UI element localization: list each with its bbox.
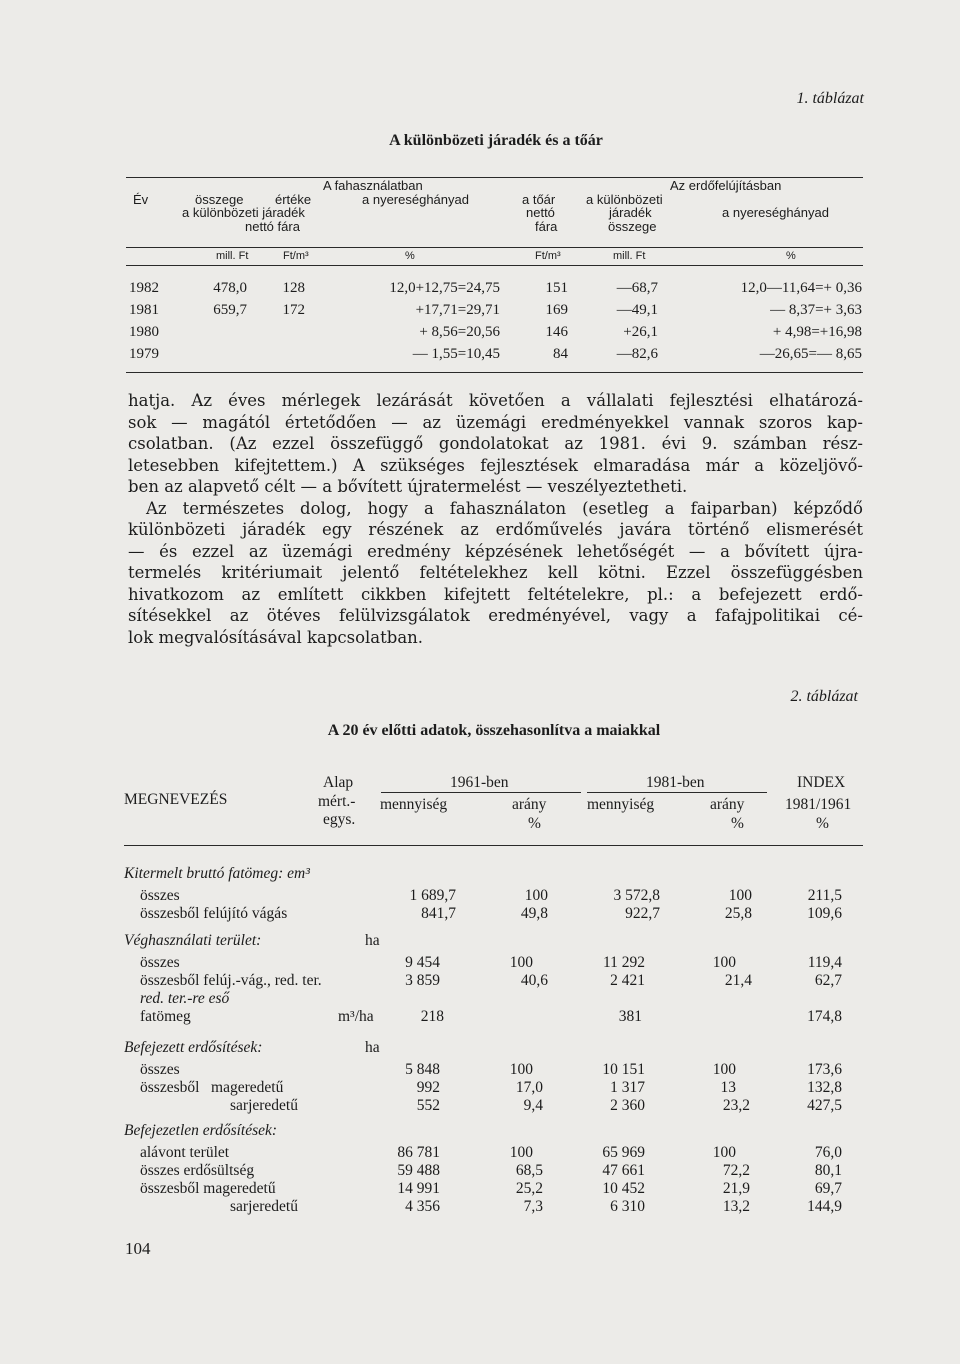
table1-title: A különbözeti járadék és a tőár (389, 132, 603, 149)
page-number: 104 (125, 1239, 151, 1258)
cell-a61: 100 (509, 1061, 533, 1078)
table2-h-arany-61: arány (512, 796, 547, 813)
table2-rule-1981 (587, 792, 767, 793)
cell-m61: 218 (420, 1008, 444, 1025)
table2-title: A 20 év előtti adatok, összehasonlítva a maiakkal (327, 722, 661, 739)
cell-m61: 4 356 (405, 1198, 440, 1215)
table1-col-osszege: összege (195, 192, 244, 207)
table1-cell-c: + 8,56=20,56 (419, 324, 500, 340)
cell-m81: 1 317 (610, 1079, 645, 1096)
table1-col-jaradek: járadék (609, 205, 652, 220)
table2-h-pct-index: % (816, 815, 829, 832)
cell-a81: 100 (728, 887, 752, 904)
table1-unit-3: Ft/m³ (535, 250, 561, 262)
table1-cell-b: 172 (282, 302, 305, 318)
cell-m81: 10 151 (602, 1061, 645, 1078)
table1-group-left: A fahasználatban (323, 178, 423, 193)
row-name: összes (140, 954, 180, 971)
table1-col-ev: Év (133, 192, 149, 207)
cell-a61: 68,5 (515, 1162, 543, 1179)
paragraph-line: különbözeti járadék egy részének az erdőművelés javára történő elismerését (128, 520, 863, 539)
cell-index: 76,0 (814, 1144, 842, 1161)
table2-h-1961: 1961-ben (450, 774, 509, 791)
row-name: összes (140, 1061, 180, 1078)
paragraph-line: hivatkozom az említett cikkben kifejtett feltételekre, pl.: a befejezett erdő- (128, 584, 863, 604)
table1-unit-2: % (405, 250, 415, 262)
table1-year: 1979 (129, 346, 159, 362)
table1-units-rule (126, 265, 863, 266)
cell-a61: 100 (509, 954, 533, 971)
cell-index: 69,7 (814, 1180, 842, 1197)
cell-index: 80,1 (814, 1162, 842, 1179)
table1-unit-0: mill. Ft (216, 250, 249, 262)
table2-rule-1961 (381, 792, 581, 793)
paragraph-line: hatja. Az éves mérlegek lezárását követően a vállalati fejlesztési elhatározá- (128, 391, 863, 410)
cell-m81: 2 360 (610, 1097, 645, 1114)
cell-m61: 992 (416, 1079, 440, 1096)
cell-m61: 59 488 (397, 1162, 440, 1179)
table1-label: 1. táblázat (796, 90, 864, 107)
cell-m81: 3 572,8 (613, 887, 660, 904)
table2-h-pct-61: % (528, 815, 541, 832)
cell-index: 109,6 (807, 905, 842, 922)
cell-m81: 65 969 (602, 1144, 645, 1161)
table2-h-megnevezes: MEGNEVEZÉS (124, 791, 228, 808)
cell-m61: 5 848 (405, 1061, 440, 1078)
table1-col-toar: a tőár (522, 192, 556, 207)
cell-a61: 9,4 (523, 1097, 543, 1114)
table1-cell-c: 12,0+12,75=24,75 (389, 280, 500, 296)
table1-year: 1980 (129, 324, 159, 340)
table2-label: 2. táblázat (790, 688, 858, 705)
cell-a61: 40,6 (520, 972, 548, 989)
table1-cell-f: — 8,37=+ 3,63 (770, 302, 862, 318)
cell-index: 132,8 (807, 1079, 842, 1096)
table2-header-rule (124, 845, 863, 846)
paragraph-line: sítésekkel az ötéves felülvizsgálatok eredményével, vagy a fafajpolitikai cé- (128, 606, 863, 625)
table1-col-fara: fára (535, 219, 558, 234)
paragraph-line: csolatban. (Az ezzel összefüggő gondolatokat az 1981. évi 9. számban rész- (128, 434, 863, 453)
body-paragraph (128, 390, 863, 648)
paragraph-line: lok megvalósításával kapcsolatban. (128, 627, 424, 647)
cell-m81: 6 310 (610, 1198, 645, 1215)
table2-h-alap: Alap (323, 774, 354, 791)
table1-col-osszege2: összege (608, 219, 657, 234)
table1-col-nyer1: a nyereséghányad (362, 192, 469, 207)
cell-index: 211,5 (807, 887, 842, 904)
table1-year: 1981 (129, 302, 159, 318)
cell-m81: 381 (618, 1008, 642, 1025)
paragraph-line: Az természetes dolog, hogy a fahasználaton (esetleg a faiparban) képződő (146, 498, 863, 518)
table2-h-mert: mért.- (318, 793, 356, 810)
table1-cell-d: 151 (545, 280, 568, 296)
table2-section-unit: ha (365, 1039, 380, 1056)
row-name: alávont terület (140, 1144, 230, 1161)
cell-a61: 49,8 (520, 905, 548, 922)
paragraph-line: — és ezzel az üzemági eredmény képzésének lehetőségét — a bővített újra- (128, 541, 863, 561)
paragraph-line: letesebben kifejtettem.) A szükséges fejlesztések elmaradása már a közeljövő- (128, 455, 863, 475)
cell-a61: 25,2 (515, 1180, 543, 1197)
table1-unit-5: % (786, 250, 796, 262)
table1-cell-e: —68,7 (616, 280, 658, 296)
row-name: red. ter.-re eső (140, 990, 230, 1007)
table1-cell-f: + 4,98=+16,98 (772, 324, 862, 340)
table1-cell-c: — 1,55=10,45 (412, 346, 500, 362)
table1-cell-a: 478,0 (213, 280, 247, 296)
table1-cell-d: 146 (545, 324, 568, 340)
cell-a81: 100 (712, 1144, 736, 1161)
cell-m61: 14 991 (397, 1180, 440, 1197)
table1-cell-f: 12,0—11,64=+ 0,36 (740, 280, 862, 296)
cell-a81: 13 (720, 1079, 736, 1096)
cell-m61: 841,7 (421, 905, 456, 922)
table2-h-1981: 1981-ben (646, 774, 705, 791)
cell-a81: 21,9 (722, 1180, 750, 1197)
paragraph-line: sok — magától értetődően — az üzemági eredményekkel vannak szoros kap- (128, 412, 863, 432)
table1-under-left2: nettó fára (245, 219, 300, 234)
table1-year: 1982 (129, 280, 159, 296)
row-name: összesből mageredetű (140, 1180, 276, 1197)
cell-index: 119,4 (807, 954, 842, 971)
row-name: összesből mageredetű (140, 1079, 284, 1096)
cell-a81: 13,2 (722, 1198, 750, 1215)
table1-col-netto: nettó (526, 205, 555, 220)
cell-m61: 9 454 (405, 954, 440, 971)
table2-section-title: Kitermelt bruttó fatömeg: em³ (124, 865, 310, 882)
table1-under-left: a különbözeti járadék (182, 205, 305, 220)
paragraph-line: termelés kritériumait jelentő feltételekhez kell kötni. Ezzel összefüggésben (128, 563, 863, 582)
table1-cell-c: +17,71=29,71 (415, 302, 500, 318)
row-name: összes erdősültség (140, 1162, 255, 1179)
cell-m61: 86 781 (397, 1144, 440, 1161)
table2-h-arany-81: arány (710, 796, 745, 813)
cell-m81: 2 421 (610, 972, 645, 989)
cell-m61: 3 859 (405, 972, 440, 989)
cell-a81: 25,8 (724, 905, 752, 922)
table1-header-rule (126, 247, 863, 248)
table2-h-egys: egys. (323, 811, 356, 828)
table2-h-index: INDEX (797, 774, 846, 791)
table2-h-mennyiseg-81: mennyiség (587, 796, 655, 813)
table2-h-pct-81: % (731, 815, 744, 832)
cell-a81: 100 (712, 1061, 736, 1078)
table1-col-erteke: értéke (275, 192, 312, 207)
row-unit: m³/ha (338, 1008, 374, 1025)
table2-section-title: Befejezetlen erdősítések: (124, 1122, 278, 1139)
table2-section-unit: ha (365, 932, 380, 949)
cell-m81: 922,7 (625, 905, 660, 922)
table1-cell-d: 169 (545, 302, 568, 318)
table1-unit-4: mill. Ft (613, 250, 646, 262)
table1-cell-e: —49,1 (616, 302, 658, 318)
cell-m61: 1 689,7 (409, 887, 456, 904)
cell-index: 173,6 (807, 1061, 842, 1078)
table1-bottom-rule (126, 372, 863, 373)
cell-a61: 7,3 (523, 1198, 543, 1215)
table2-section-title: Véghasználati terület: (124, 932, 262, 949)
table1-col-nyer2: a nyereséghányad (722, 205, 829, 220)
row-name: összes (140, 887, 180, 904)
table1-cell-f: —26,65=— 8,65 (759, 346, 862, 362)
cell-a81: 21,4 (724, 972, 752, 989)
cell-index: 62,7 (814, 972, 842, 989)
cell-a61: 17,0 (515, 1079, 543, 1096)
table1-cell-e: +26,1 (623, 324, 658, 340)
cell-index: 144,9 (807, 1198, 842, 1215)
paragraph-line: ben az alapvető célt — a bővített újratermelést — veszélyeztetheti. (128, 477, 688, 496)
table2-section-title: Befejezett erdősítések: (124, 1039, 263, 1056)
cell-m81: 11 292 (602, 954, 645, 971)
table1-cell-b: 128 (282, 280, 305, 296)
table1-unit-1: Ft/m³ (283, 250, 309, 262)
cell-a81: 23,2 (722, 1097, 750, 1114)
table2-h-ratio: 1981/1961 (785, 796, 852, 813)
cell-index: 427,5 (807, 1097, 842, 1114)
cell-m81: 47 661 (602, 1162, 645, 1179)
cell-m61: 552 (416, 1097, 440, 1114)
table2-h-mennyiseg-61: mennyiség (380, 796, 448, 813)
row-name: összesből felúj.-vág., red. ter. (140, 972, 322, 989)
table1-cell-a: 659,7 (213, 302, 247, 318)
row-name: összesből felújító vágás (140, 905, 288, 922)
cell-m81: 10 452 (602, 1180, 645, 1197)
row-name: fatömeg (140, 1008, 191, 1025)
cell-a61: 100 (509, 1144, 533, 1161)
table1-cell-d: 84 (553, 346, 568, 362)
row-name: sarjeredetű (230, 1198, 298, 1215)
table1-cell-e: —82,6 (616, 346, 658, 362)
table1-group-right: Az erdőfelújításban (670, 178, 782, 193)
cell-a81: 72,2 (722, 1162, 750, 1179)
row-name: sarjeredetű (230, 1097, 298, 1114)
cell-a81: 100 (712, 954, 736, 971)
cell-index: 174,8 (807, 1008, 842, 1025)
table1-col-kulonb: a különbözeti (586, 192, 663, 207)
cell-a61: 100 (524, 887, 548, 904)
